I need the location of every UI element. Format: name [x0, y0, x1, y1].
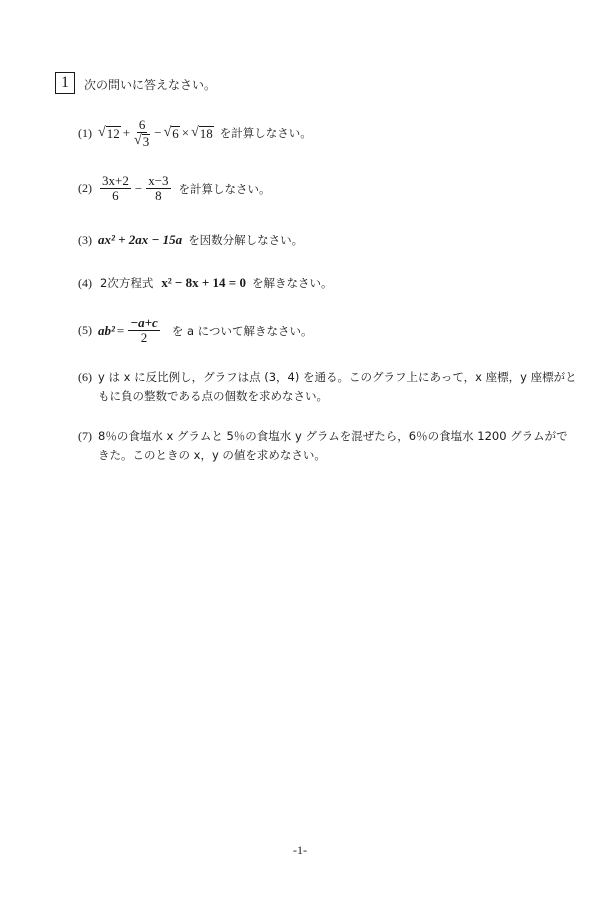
- problem-label: (5): [78, 323, 92, 337]
- problem-4-expression: x² − 8x + 14 = 0: [161, 275, 246, 290]
- problem-4-text: を解きなさい。: [251, 276, 333, 290]
- sqrt-6: √ 6: [163, 125, 179, 141]
- section-number: 1: [61, 74, 69, 91]
- problem-label: (2): [78, 181, 92, 195]
- problem-7-line-2: きた。このときの x，y の値を求めなさい。: [98, 448, 326, 462]
- problem-6: [78, 368, 577, 406]
- problem-3-text: を因数分解しなさい。: [188, 233, 304, 247]
- problem-label: (7): [78, 429, 92, 443]
- sqrt-12: √ 12: [98, 125, 120, 141]
- fraction-3x-plus-2-over-6: $\frac{3x+2}{6}$: [102, 173, 129, 203]
- problem-2-expression: $\frac{3x+2}{6}$ − $\frac{x-3}{8}$: [102, 173, 169, 203]
- fraction-x-minus-3-over-8: $\frac{x-3}{8}$: [148, 173, 169, 203]
- problem-5-text: を a について解きなさい。: [171, 323, 313, 338]
- problem-label: (3): [78, 232, 92, 247]
- problem-label: (6): [78, 370, 92, 384]
- problem-7: [78, 427, 568, 465]
- section-number-box: [55, 72, 75, 94]
- page-number: -1-: [293, 843, 307, 857]
- sqrt-18: √ 18: [191, 125, 213, 141]
- problem-5-expression: ab² = $\frac{-a+c}{2}$: [98, 315, 158, 345]
- problem-1: [78, 118, 558, 148]
- problem-label: (1): [78, 125, 92, 140]
- problem-2-text: を計算しなさい。: [178, 181, 271, 196]
- section-instruction: 次の問いに答えなさい。: [84, 78, 217, 92]
- problem-3-expression: ax² + 2ax − 15a: [98, 232, 183, 247]
- fraction-6-over-sqrt3: 6 √ 3: [134, 117, 150, 149]
- problem-4-prefix: 2次方程式: [100, 276, 154, 290]
- problem-2: [78, 174, 558, 203]
- problem-1-text: を計算しなさい。: [219, 126, 312, 140]
- problem-5: [78, 316, 558, 345]
- problem-6-line-1: (6) y は x に反比例し，グラフは点 (3，4) を通る。このグラフ上にあって，x 座標，y 座標がと: [78, 370, 577, 384]
- problem-1-expression: √ 12 + 6 √ 3 − √ 6 × √ 18: [98, 117, 213, 149]
- problem-7-line-1: (7) 8％の食塩水 x グラムと 5％の食塩水 y グラムを混ぜたら，6％の食塩水 1200 グラムがで: [78, 429, 568, 443]
- problem-6-line-2: もに負の整数である点の個数を求めなさい。: [98, 389, 328, 403]
- problem-label: (4): [78, 275, 92, 290]
- problem-4: [78, 275, 558, 291]
- fraction-neg-a-plus-c-over-2: $\frac{-a+c}{2}$: [130, 315, 158, 345]
- problem-3: [78, 232, 558, 248]
